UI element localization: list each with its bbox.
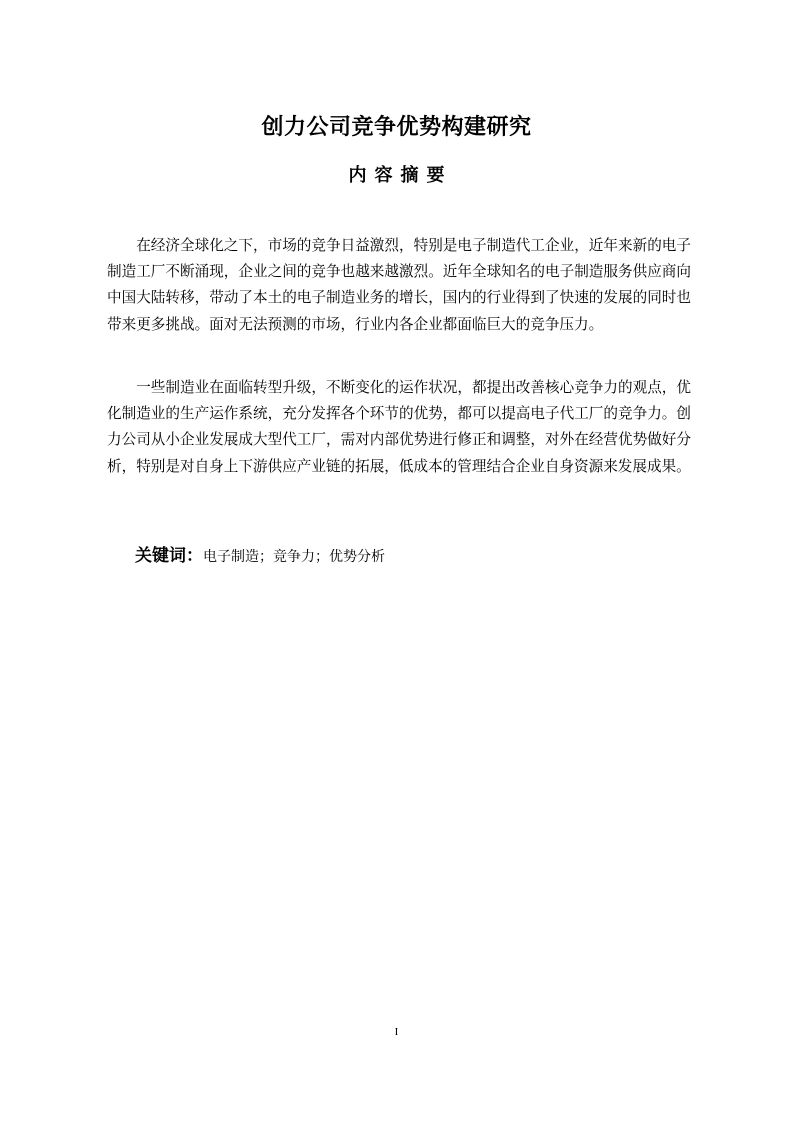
abstract-paragraph-2: 一些制造业在面临转型升级，不断变化的运作状况，都提出改善核心竞争力的观点，优化制造业的生产运作系统，充分发挥各个环节的优势，都可以提高电子代工厂的竞争力。创力公司从小企业发展成大型代工厂，需对内部优势进行修正和调整，对外在经营优势做好分析，特别是对自身上下游供应产业链的拓展，低成本的管理结合企业自身资源来发展成果。 [107, 379, 691, 475]
abstract-heading: 内容摘要 [348, 165, 453, 186]
keywords-line [135, 541, 695, 572]
keywords-value: 电子制造；竞争力；优势分析 [203, 549, 385, 565]
page-number: I [394, 1026, 399, 1038]
abstract-paragraph-1-block [107, 233, 691, 338]
abstract-paragraph-2-block [107, 375, 691, 480]
keywords-label: 关键词： [135, 546, 203, 566]
document-title: 创力公司竞争优势构建研究 [261, 115, 532, 140]
abstract-paragraph-1: 在经济全球化之下，市场的竞争日益激烈，特别是电子制造代工企业，近年来新的电子制造工厂不断涌现，企业之间的竞争也越来越激烈。近年全球知名的电子制造服务供应商向中国大陆转移，带动了本土的电子制造业务的增长，国内的行业得到了快速的发展的同时也带来更多挑战。面对无法预测的市场，行业内各企业都面临巨大的竞争压力。 [107, 237, 691, 333]
